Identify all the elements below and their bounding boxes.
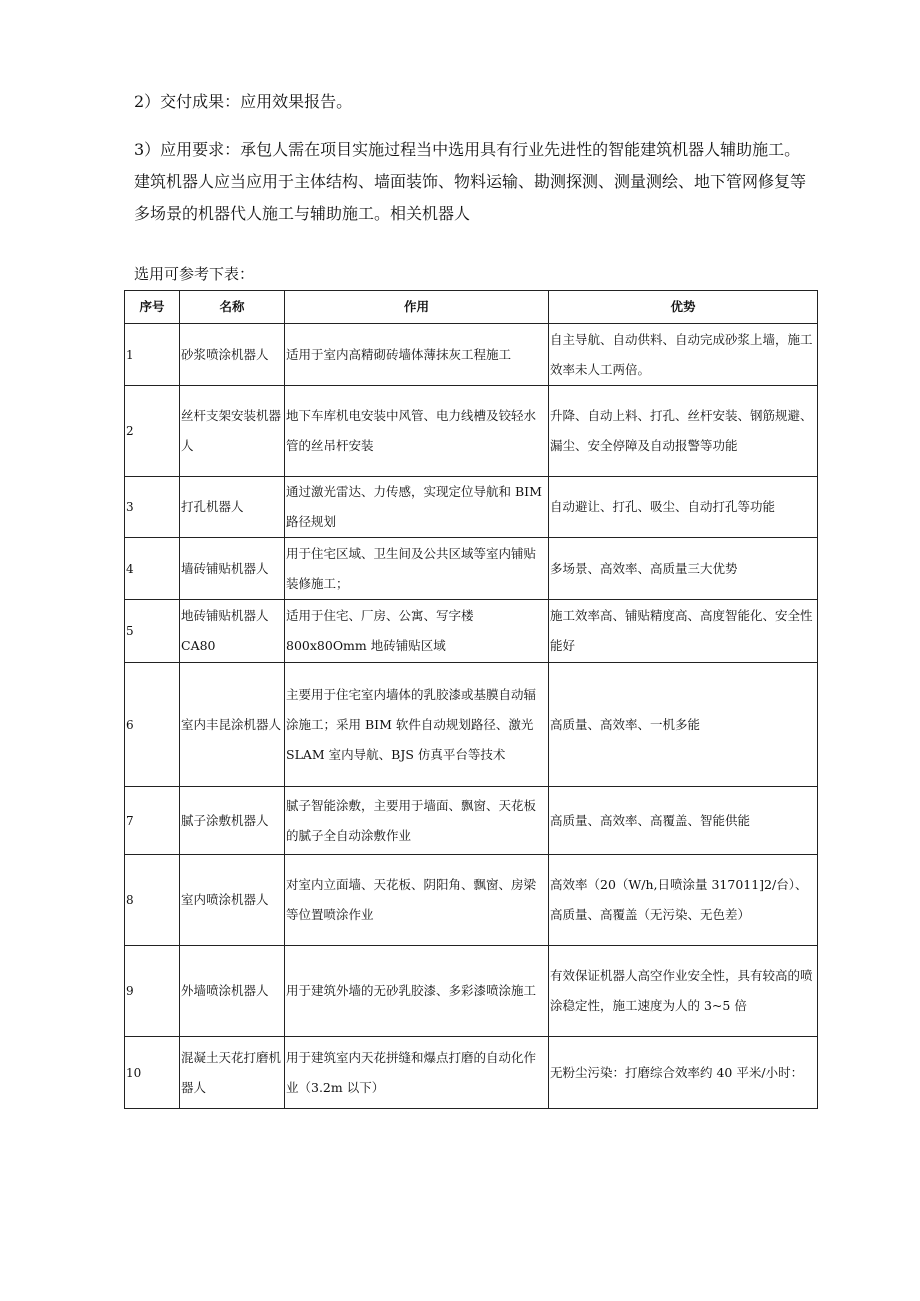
table-header-row [125, 291, 818, 324]
table-row [125, 477, 818, 538]
row-use: 腻子智能涂敷，主要用于墙面、飘窗、天花板的腻子全自动涂敷作业 [285, 787, 549, 855]
row-advantage: 高效率（20（W/h,日喷涂量 317011]2/台）、高质量、高覆盖（无污染、无色差） [549, 855, 818, 946]
row-use: 适用于室内高精砌砖墙体薄抹灰工程施工 [285, 324, 549, 386]
row-name: 砂浆喷涂机器人 [180, 324, 285, 386]
row-use: 用于住宅区域、卫生间及公共区域等室内铺贴装修施工； [285, 538, 549, 600]
row-name: 丝杆支架安装机器人 [180, 386, 285, 477]
header-use: 作用 [285, 291, 549, 324]
deliverable-paragraph: 2）交付成果：应用效果报告。 [134, 92, 353, 111]
row-advantage: 无粉尘污染：打磨综合效率约 40 平米/小时： [549, 1037, 818, 1109]
row-no: 6 [125, 663, 180, 787]
row-no: 4 [125, 538, 180, 600]
table-row [125, 946, 818, 1037]
row-advantage: 升降、自动上料、打孔、丝杆安装、钢筋规避、漏尘、安全停障及自动报警等功能 [549, 386, 818, 477]
row-use: 对室内立面墙、天花板、阴阳角、飘窗、房梁等位置喷涂作业 [285, 855, 549, 946]
row-advantage: 高质量、高效率、一机多能 [549, 663, 818, 787]
header-name: 名称 [180, 291, 285, 324]
row-no: 2 [125, 386, 180, 477]
row-name: 室内喷涂机器人 [180, 855, 285, 946]
table-row [125, 600, 818, 663]
row-use: 适用于住宅、厂房、公寓、写字楼800x80Omm 地砖铺贴区域 [285, 600, 549, 663]
table-row [125, 855, 818, 946]
row-use: 地下车库机电安装中风管、电力线槽及铰轻水管的丝吊杆安装 [285, 386, 549, 477]
table-row [125, 663, 818, 787]
row-name: 外墙喷涂机器人 [180, 946, 285, 1037]
row-advantage: 自动避让、打孔、吸尘、自动打孔等功能 [549, 477, 818, 538]
row-name: 室内丰昆涂机器人 [180, 663, 285, 787]
row-name: 墙砖铺贴机器人 [180, 538, 285, 600]
row-advantage: 施工效率高、铺贴精度高、高度智能化、安全性能好 [549, 600, 818, 663]
row-use: 用于建筑外墙的无砂乳胶漆、多彩漆喷涂施工 [285, 946, 549, 1037]
row-advantage: 高质量、高效率、高覆盖、智能供能 [549, 787, 818, 855]
row-advantage: 多场景、高效率、高质量三大优势 [549, 538, 818, 600]
row-use: 主要用于住宅室内墙体的乳胶漆或基膜自动辐涂施工；采用 BIM 软件自动规划路径、激光SLAM 室内导航、BJS 仿真平台等技术 [285, 663, 549, 787]
row-use: 用于建筑室内天花拼缝和爆点打磨的自动化作业（3.2m 以下） [285, 1037, 549, 1109]
table-row [125, 324, 818, 386]
row-no: 10 [125, 1037, 180, 1109]
table-intro: 选用可参考下表： [134, 265, 255, 283]
row-name: 腻子涂敷机器人 [180, 787, 285, 855]
row-no: 1 [125, 324, 180, 386]
row-advantage: 有效保证机器人高空作业安全性，具有较高的喷涂稳定性，施工速度为人的 3~5 倍 [549, 946, 818, 1037]
requirement-paragraph: 3）应用要求：承包人需在项目实施过程当中选用具有行业先进性的智能建筑机器人辅助施工。建筑机器人应当应用于主体结构、墙面装饰、物料运输、勘测探测、测量测绘、地下管网修复等多场景的机器代人施工与辅助施工。相关机器人 [134, 140, 807, 223]
row-no: 3 [125, 477, 180, 538]
row-use: 通过激光雷达、力传感，实现定位导航和 BIM 路径规划 [285, 477, 549, 538]
row-no: 8 [125, 855, 180, 946]
row-name: 地砖铺贴机器人 CA80 [180, 600, 285, 663]
row-name: 打孔机器人 [180, 477, 285, 538]
table-row [125, 787, 818, 855]
table-row [125, 538, 818, 600]
row-no: 7 [125, 787, 180, 855]
row-no: 9 [125, 946, 180, 1037]
table-row [125, 386, 818, 477]
table-row [125, 1037, 818, 1109]
row-name: 混凝土天花打磨机器人 [180, 1037, 285, 1109]
header-no: 序号 [125, 291, 180, 324]
row-no: 5 [125, 600, 180, 663]
robot-table [124, 290, 818, 1109]
row-advantage: 自主导航、自动供料、自动完成砂浆上墙，施工效率未人工两倍。 [549, 324, 818, 386]
header-advantage: 优势 [549, 291, 818, 324]
